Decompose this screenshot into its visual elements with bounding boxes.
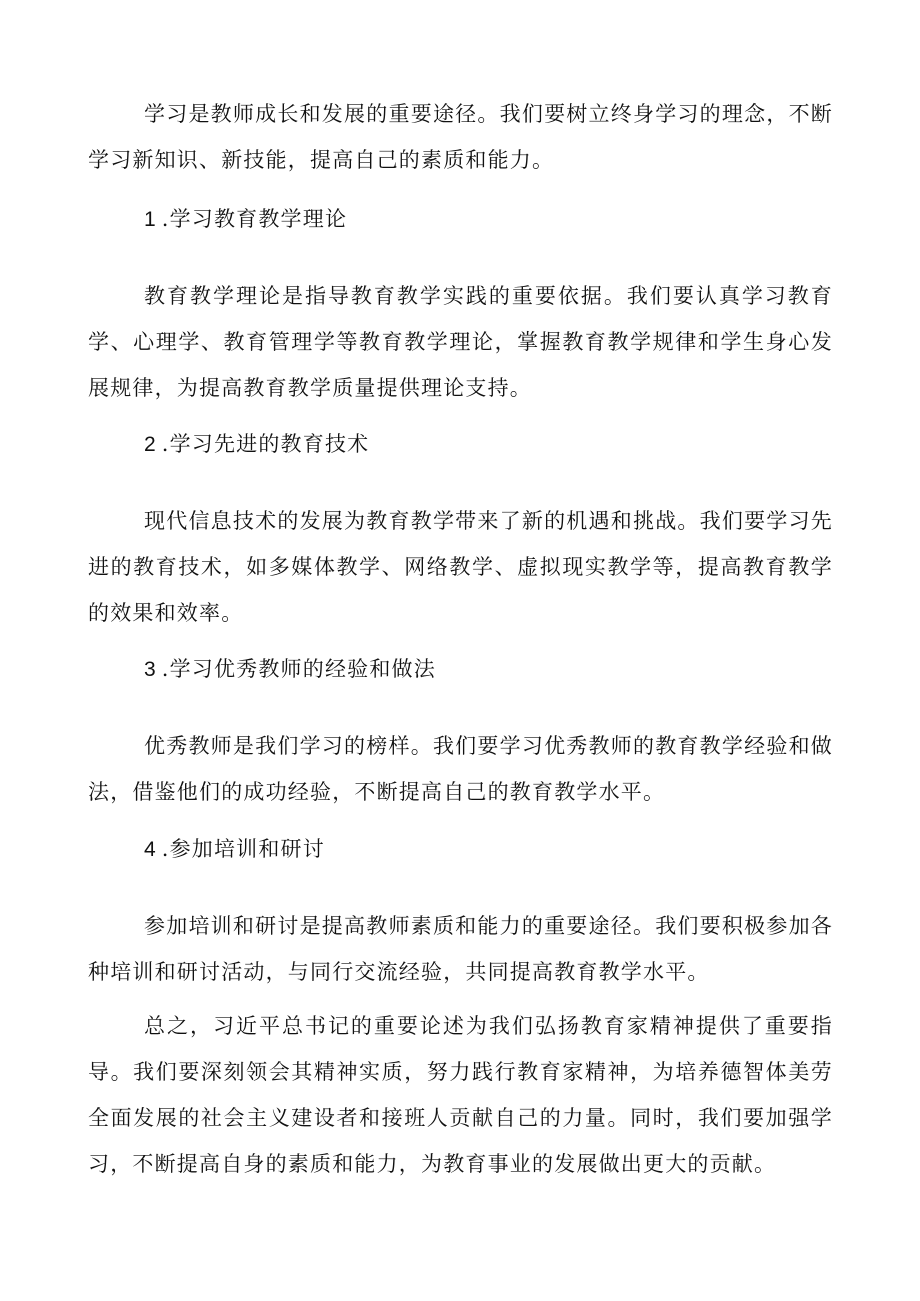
section-number: 3	[144, 658, 156, 681]
section-number: 4	[144, 838, 156, 861]
section-heading-4	[144, 826, 325, 873]
section-title: .学习优秀教师的经验和做法	[161, 657, 436, 681]
section-title: .参加培训和研讨	[161, 837, 325, 861]
section-heading-1	[144, 196, 347, 243]
section-title: .学习先进的教育技术	[161, 432, 370, 456]
section-title: .学习教育教学理论	[161, 207, 348, 231]
section-heading-3	[144, 646, 436, 693]
conclusion-paragraph: 总之，习近平总书记的重要论述为我们弘扬教育家精神提供了重要指导。我们要深刻领会其精神实质，努力践行教育家精神，为培养德智体美劳全面发展的社会主义建设者和接班人贡献自己的力量。同时，我们要加强学习，不断提高自身的素质和能力，为教育事业的发展做出更大的贡献。	[88, 1014, 833, 1176]
section-body-3: 优秀教师是我们学习的榜样。我们要学习优秀教师的教育教学经验和做法，借鉴他们的成功经验，不断提高自己的教育教学水平。	[88, 734, 833, 804]
section-body-4: 参加培训和研讨是提高教师素质和能力的重要途径。我们要积极参加各种培训和研讨活动，与同行交流经验，共同提高教育教学水平。	[88, 914, 833, 984]
intro-paragraph: 学习是教师成长和发展的重要途径。我们要树立终身学习的理念，不断学习新知识、新技能，提高自己的素质和能力。	[88, 102, 833, 172]
section-body-1: 教育教学理论是指导教育教学实践的重要依据。我们要认真学习教育学、心理学、教育管理学等教育教学理论，掌握教育教学规律和学生身心发展规律，为提高教育教学质量提供理论支持。	[88, 284, 833, 400]
section-number: 1	[144, 208, 156, 231]
section-body-2: 现代信息技术的发展为教育教学带来了新的机遇和挑战。我们要学习先进的教育技术，如多媒体教学、网络教学、虚拟现实教学等，提高教育教学的效果和效率。	[88, 509, 833, 625]
section-number: 2	[144, 433, 156, 456]
section-heading-2	[144, 421, 369, 468]
